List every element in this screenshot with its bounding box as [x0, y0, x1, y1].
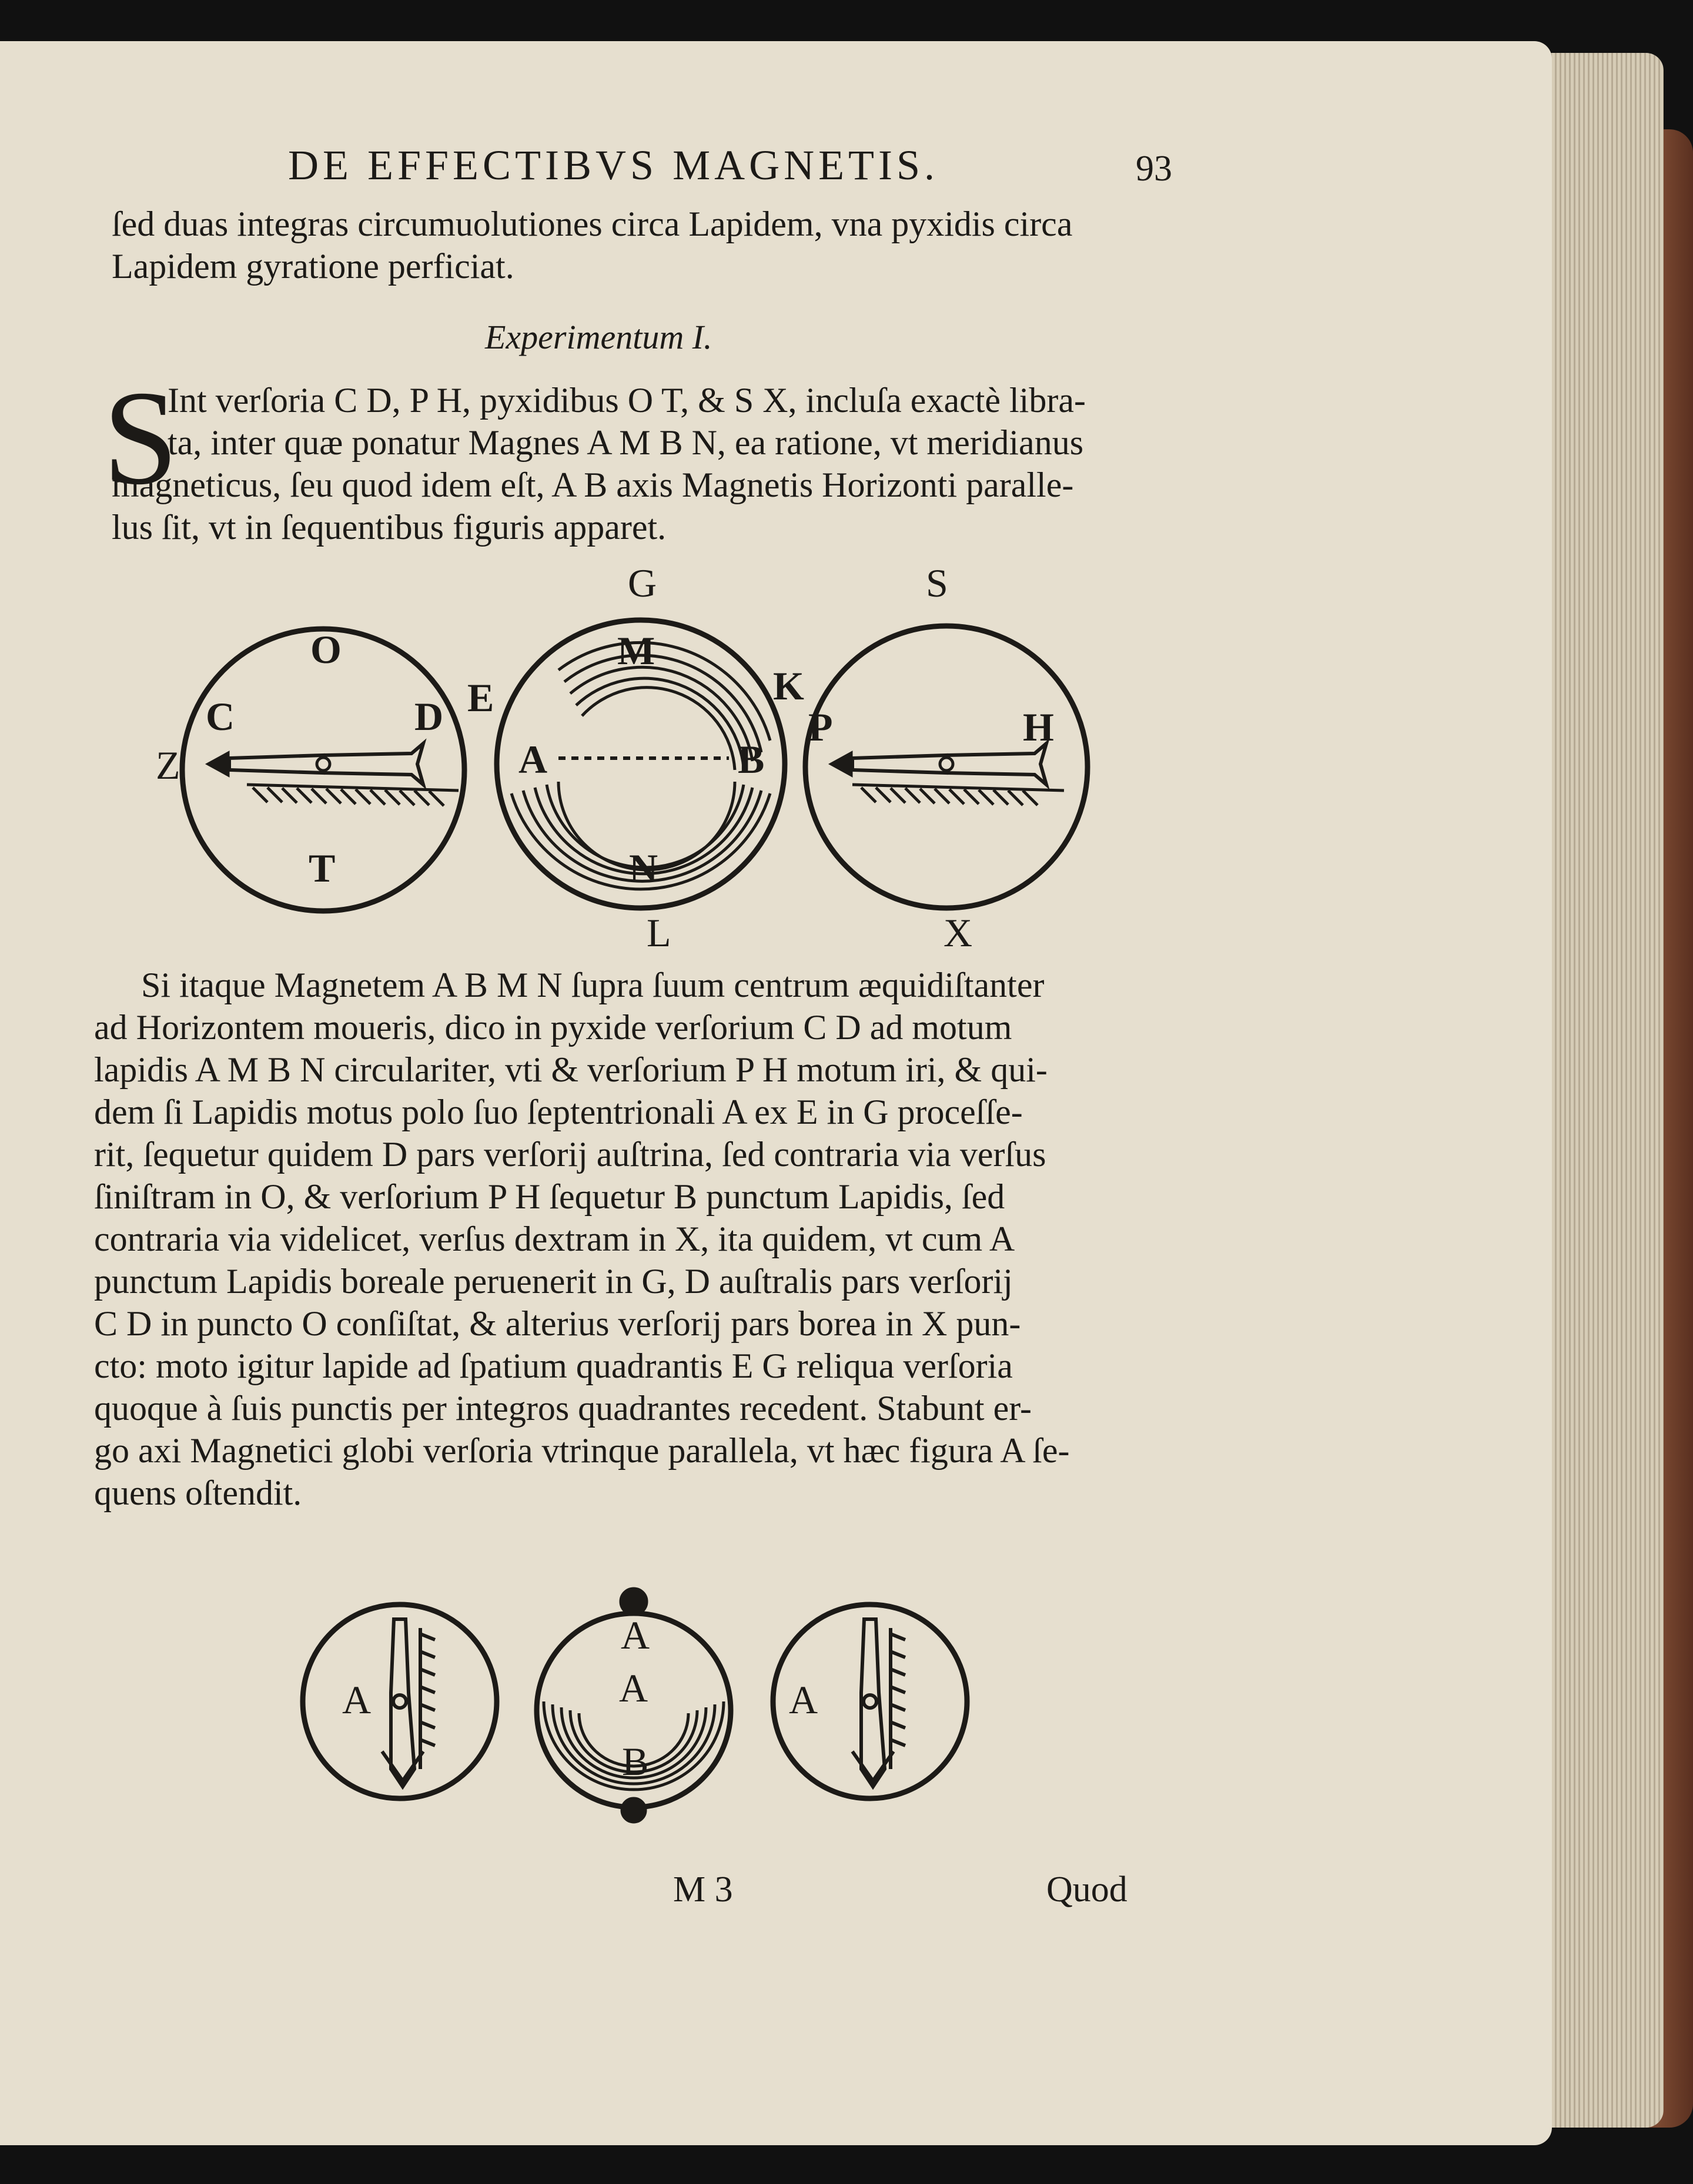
- label-a: A: [518, 737, 548, 782]
- text-line: Lapidem gyratione perficiat.: [112, 247, 514, 286]
- text-line: ſed duas integras circumuolutiones circa Lapidem, vna pyxidis circa: [112, 205, 1073, 243]
- label-a-left: A: [342, 1677, 372, 1722]
- label-e: E: [467, 675, 494, 720]
- page-number: 93: [1136, 149, 1172, 189]
- catchword: Quod: [1046, 1870, 1127, 1910]
- text-line: lus ſit, vt in ſequentibus figuris apparet.: [112, 508, 667, 547]
- label-a-right: A: [789, 1677, 818, 1722]
- text-line: contraria via videlicet, verſus dextram in X, ita quidem, vt cum A: [94, 1220, 1015, 1258]
- label-n: N: [629, 846, 658, 890]
- label-s: S: [926, 564, 948, 605]
- text-line: rit, ſequetur quidem D pars verſorij auſtrina, ſed contraria via verſus: [94, 1135, 1046, 1174]
- text-line: ſiniſtram in O, & verſorium P H ſequetur B punctum Lapidis, ſed: [94, 1177, 1005, 1216]
- text-line: punctum Lapidis boreale peruenerit in G, D auſtralis pars verſorij: [94, 1262, 1013, 1301]
- text-line: lapidis A M B N circulariter, vti & verſorium P H motum iri, & qui-: [94, 1050, 1048, 1089]
- label-k: K: [773, 664, 804, 708]
- label-g: G: [628, 564, 657, 605]
- label-b: B: [738, 737, 765, 782]
- figure-three-compasses-vertical: [294, 1575, 976, 1828]
- text-line: quoque à ſuis punctis per integros quadrantes recedent. Stabunt er-: [94, 1389, 1032, 1428]
- label-p: P: [808, 705, 833, 749]
- label-a-center-top: A: [621, 1613, 650, 1657]
- label-d: D: [414, 694, 444, 739]
- needle-icon-right: [852, 1619, 905, 1787]
- text-line: cto: moto igitur lapide ad ſpatium quadrantis E G reliqua verſoria: [94, 1346, 1013, 1385]
- text-line: Int verſoria C D, P H, pyxidibus O T, & S X, incluſa exactè libra-: [168, 381, 1086, 420]
- needle-icon-left: [206, 743, 459, 806]
- text-line: magneticus, ſeu quod idem eſt, A B axis Magnetis Horizonti paralle-: [112, 465, 1074, 504]
- label-m: M: [617, 628, 655, 673]
- text-line: Si itaque Magnetem A B M N ſupra ſuum centrum æquidiſtanter: [141, 966, 1045, 1004]
- text-line: ad Horizontem moueris, dico in pyxide verſorium C D ad motum: [94, 1008, 1012, 1047]
- signature-mark: M 3: [673, 1870, 733, 1910]
- needle-icon-right: [829, 743, 1064, 805]
- needle-icon-left: [382, 1619, 435, 1787]
- label-t: T: [309, 846, 336, 890]
- figure-three-compasses-horizontal: [147, 564, 1135, 970]
- label-b-center: B: [622, 1739, 649, 1784]
- label-h: H: [1023, 705, 1054, 749]
- text-line: quens oſtendit.: [94, 1473, 302, 1512]
- drop-cap-initial: S: [103, 363, 178, 512]
- section-heading: Experimentum I.: [485, 318, 712, 356]
- label-o: O: [310, 627, 342, 672]
- text-line: ta, inter quæ ponatur Magnes A M B N, ea ratione, vt meridianus: [168, 423, 1084, 462]
- label-z: Z: [156, 743, 180, 788]
- running-title: DE EFFECTIBVS MAGNETIS.: [288, 142, 939, 189]
- label-c: C: [206, 694, 235, 739]
- label-x: X: [943, 910, 973, 955]
- text-line: C D in puncto O conſiſtat, & alterius verſorij pars borea in X pun-: [94, 1304, 1021, 1343]
- text-line: dem ſi Lapidis motus polo ſuo ſeptentrionali A ex E in G proceſſe-: [94, 1093, 1023, 1131]
- label-a-center: A: [619, 1666, 648, 1710]
- text-line: go axi Magnetici globi verſoria vtrinque parallela, vt hæc figura A ſe-: [94, 1431, 1070, 1470]
- label-l: L: [647, 910, 671, 955]
